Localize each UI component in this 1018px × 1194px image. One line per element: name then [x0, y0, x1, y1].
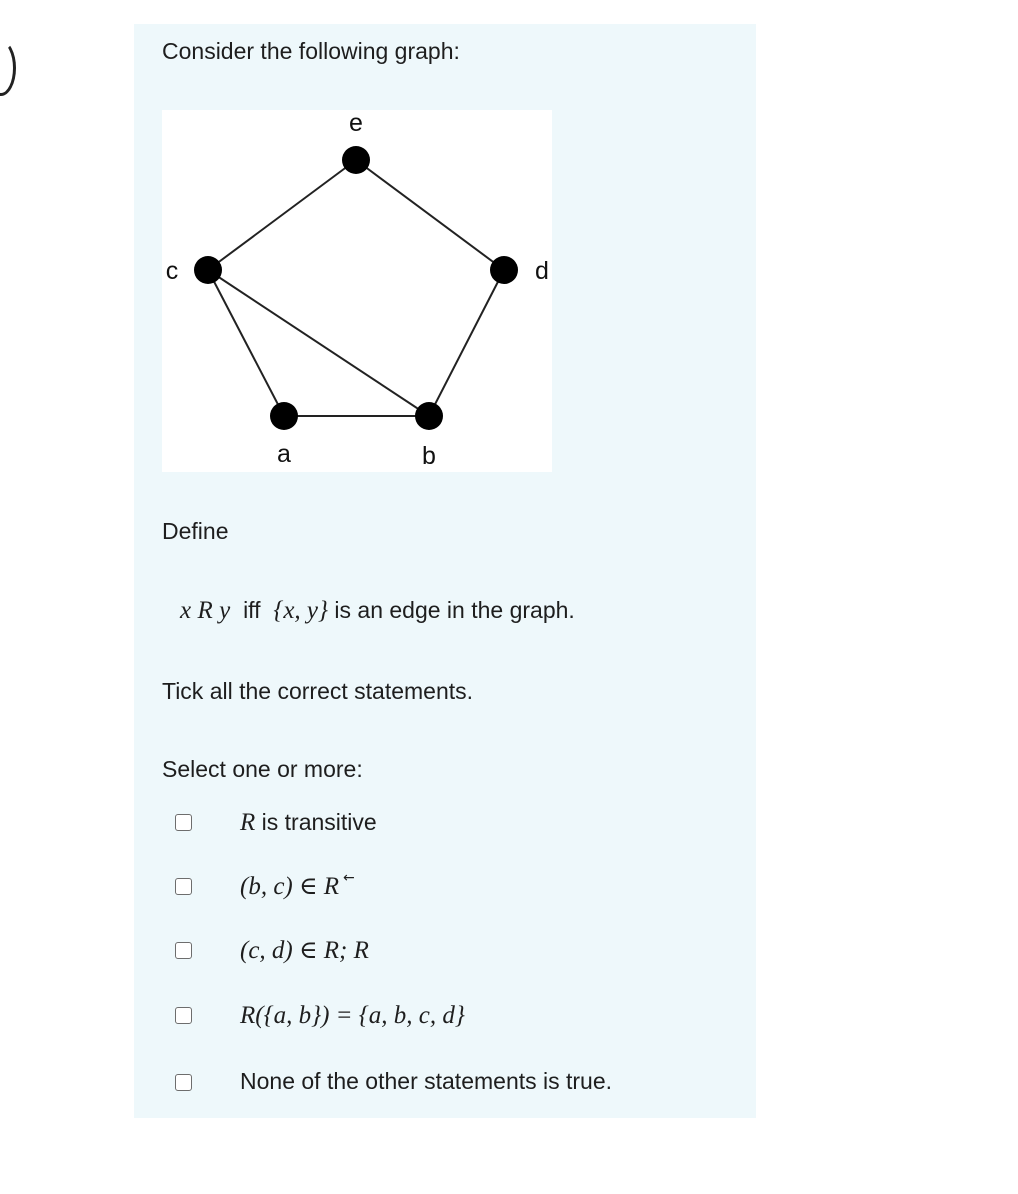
graph-figure: [162, 110, 552, 472]
def-var-y: y: [219, 597, 231, 624]
converse-arrow-icon: ←: [343, 870, 355, 886]
graph-svg: [162, 110, 552, 472]
define-label: Define: [162, 518, 229, 544]
graph-node-a: [270, 402, 298, 430]
option-label: [240, 810, 377, 835]
def-set: {x, y}: [273, 597, 329, 624]
left-edge-arc: [0, 40, 16, 96]
option-math: (b, c) ∈ R: [240, 873, 340, 900]
option-math: R({a, b}) = {a, b, c, d}: [240, 1002, 465, 1029]
def-iff: iff: [243, 597, 261, 623]
option-label: [240, 1070, 612, 1093]
question-panel: [134, 24, 756, 1118]
graph-node-d: [490, 256, 518, 284]
graph-edge-e-d: [356, 160, 504, 270]
graph-node-label-d: d: [535, 257, 549, 285]
option-label: [240, 938, 369, 963]
question-intro: Consider the following graph:: [162, 38, 460, 64]
option-checkbox[interactable]: [175, 942, 192, 959]
option-label: [240, 870, 355, 900]
definition-line: [180, 598, 575, 623]
graph-edge-d-b: [429, 270, 504, 416]
option-math: R: [240, 809, 256, 836]
select-prompt: Select one or more:: [162, 756, 363, 782]
graph-node-label-e: e: [349, 110, 363, 137]
graph-edge-c-a: [208, 270, 284, 416]
option-checkbox[interactable]: [175, 814, 192, 831]
graph-edge-e-c: [208, 160, 356, 270]
graph-node-b: [415, 402, 443, 430]
graph-node-label-c: c: [165, 257, 179, 285]
graph-node-c: [194, 256, 222, 284]
option-text: None of the other statements is true.: [240, 1068, 613, 1094]
def-relation-r: R: [197, 597, 213, 624]
def-var-x: x: [180, 597, 192, 624]
instruction-text: Tick all the correct statements.: [162, 678, 474, 704]
option-math: (c, d) ∈ R; R: [240, 937, 369, 964]
option-checkbox[interactable]: [175, 878, 192, 895]
graph-node-e: [342, 146, 370, 174]
graph-edge-c-b: [208, 270, 429, 416]
option-checkbox[interactable]: [175, 1007, 192, 1024]
option-label: [240, 1003, 465, 1028]
option-text: is transitive: [255, 809, 377, 835]
def-rest: is an edge in the graph.: [334, 597, 575, 623]
graph-node-label-b: b: [422, 442, 436, 470]
graph-node-label-a: a: [277, 440, 291, 468]
option-checkbox[interactable]: [175, 1074, 192, 1091]
